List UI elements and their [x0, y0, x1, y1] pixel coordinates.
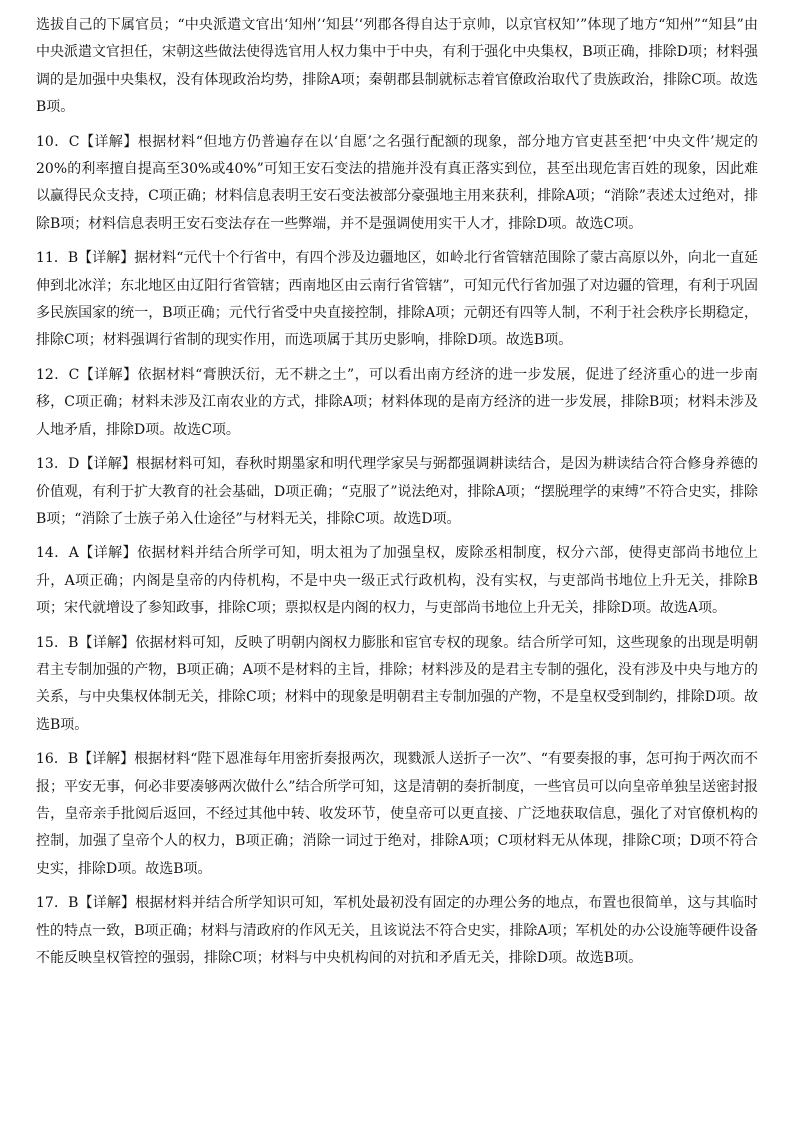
explanation-q11: 11．B【详解】据材料“元代十个行省中，有四个涉及边疆地区，如岭北行省管辖范围除了蒙古高原以外，向北一直延伸到北冰洋；东北地区由辽阳行省管辖；西南地区由云南行省管辖”，可知元代行省加强了对边疆的管理，有利于巩固多民族国家的统一，B项正确；元代行省受中央直接控制，排除A项；元朝还有四等人制，不利于社会秩序长期稳定，排除C项；材料强调行省制的现实作用，而选项属于其历史影响，排除D项。故选B项。 [36, 250, 758, 349]
answer-explanations-page [36, 12, 758, 979]
explanation-q17: 17．B【详解】根据材料并结合所学知识可知，军机处最初没有固定的办理公务的地点，布置也很简单，这与其临时性的特点一致，B项正确；材料与清政府的作风无关，且该说法不符合史实，排除A项；军机处的办公设施等硬件设备不能反映皇权管控的强弱，排除C项；材料与中央机构间的对抗和矛盾无关，排除D项。故选B项。 [36, 895, 758, 966]
explanation-q10: 10．C【详解】根据材料“但地方仍普遍存在以‘自愿’之名强行配额的现象，部分地方官吏甚至把‘中央文件’规定的20%的利率擅自提高至30%或40%”可知王安石变法的措施并没有真正落实到位，甚至出现危害百姓的现象，因此难以赢得民众支持，C项正确；材料信息表明王安石变法被部分豪强地主用来获利，排除A项；“消除”表述太过绝对，排除B项；材料信息表明王安石变法存在一些弊端，并不是强调使用实干人才，排除D项。故选C项。 [36, 133, 758, 232]
explanation-q15: 15．B【详解】依据材料可知，反映了明朝内阁权力膨胀和宦官专权的现象。结合所学可知，这些现象的出现是明朝君主专制加强的产物，B项正确；A项不是材料的主旨，排除；材料涉及的是君主专制的强化，没有涉及中央与地方的关系，与中央集权体制无关，排除C项；材料中的现象是明朝君主专制加强的产物，不是皇权受到制约，排除D项。故选B项。 [36, 634, 758, 733]
explanation-q14: 14．A【详解】依据材料并结合所学可知，明太祖为了加强皇权，废除丞相制度，权分六部，使得吏部尚书地位上升，A项正确；内阁是皇帝的内侍机构，不是中央一级正式行政机构，没有实权，与吏部尚书地位上升无关，排除B项；宋代就增设了参知政事，排除C项；票拟权是内阁的权力，与吏部尚书地位上升无关，排除D项。故选A项。 [36, 545, 758, 617]
explanation-q13: 13．D【详解】根据材料可知，春秋时期墨家和明代理学家吴与弼都强调耕读结合，是因为耕读结合符合修身养德的价值观，有利于扩大教育的社会基础，D项正确；“克服了”说法绝对，排除A项；“摆脱理学的束缚”不符合史实，排除B项；“消除了士族子弟入仕途径”与材料无关，排除C项。故选D项。 [36, 456, 758, 527]
explanation-paragraph-continued: 选拔自己的下属官员；“中央派遣文官出‘知州’‘知县’‘列郡各得自达于京帅，以京官权知’”体现了地方“知州”“知县”由中央派遣文官担任，宋朝这些做法使得选官用人权力集中于中央，有利于强化中央集权，B项正确，排除D项；材料强调的是加强中央集权，没有体现政治均势，排除A项；秦朝郡县制就标志着官僚政治取代了贵族政治，排除C项。故选B项。 [36, 17, 758, 116]
explanation-q16: 16．B【详解】根据材料“陛下恩准每年用密折奏报两次，现戮派人送折子一次”、“有要奏报的事，怎可拘于两次而不报；平安无事，何必非要凑够两次做什么”结合所学可知，这是清朝的奏折制度，一些官员可以向皇帝单独呈送密封报告，皇帝亲手批阅后返回，不经过其他中转、收发环节，使皇帝可以更直接、广泛地获取信息，强化了对官僚机构的控制，加强了皇帝个人的权力，B项正确；消除一词过于绝对，排除A项；C项材料无从体现，排除C项；D项不符合史实，排除D项。故选B项。 [36, 751, 758, 877]
explanation-q12: 12．C【详解】依据材料“膏腴沃衍，无不耕之土”，可以看出南方经济的进一步发展，促进了经济重心的进一步南移，C项正确；材料未涉及江南农业的方式，排除A项；材料体现的是南方经济的进一步发展，排除B项；材料未涉及人地矛盾，排除D项。故选C项。 [36, 366, 758, 438]
